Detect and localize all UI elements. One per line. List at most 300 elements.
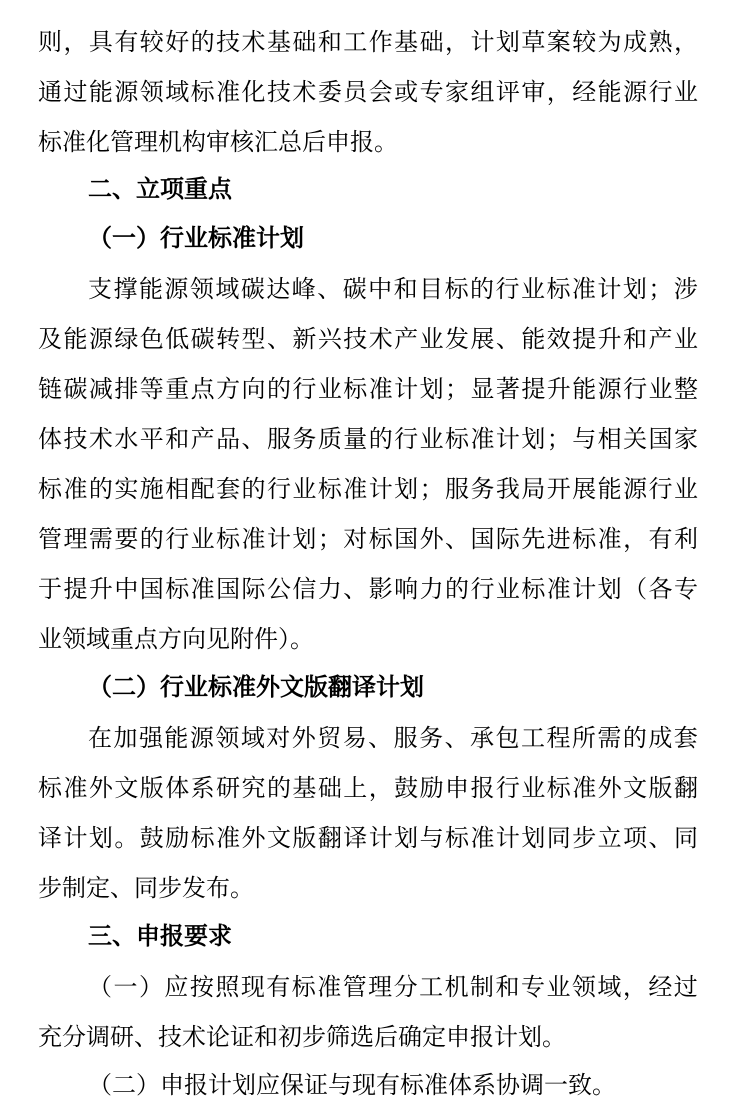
glyph: 的	[445, 575, 469, 603]
glyph: 行	[648, 475, 673, 503]
glyph: 管	[342, 973, 367, 1001]
glyph: 较	[572, 28, 597, 56]
section-heading	[88, 164, 688, 214]
glyph: 整	[673, 375, 698, 403]
glyph: 鼓	[394, 774, 419, 802]
glyph: 标	[165, 575, 190, 603]
glyph: 易	[342, 724, 367, 752]
glyph: 领	[215, 724, 240, 752]
glyph: 显	[470, 375, 495, 403]
glyph: 水	[114, 425, 139, 453]
glyph: 碳	[240, 275, 265, 303]
glyph: 工	[419, 973, 444, 1001]
glyph: 领	[189, 275, 214, 303]
glyph: 案	[546, 28, 571, 56]
paragraph-line	[38, 414, 698, 464]
glyph: 对	[266, 724, 291, 752]
glyph: 产	[648, 325, 673, 353]
glyph: 项	[623, 824, 648, 852]
glyph: 展	[572, 475, 597, 503]
glyph: 划	[622, 275, 647, 303]
glyph: 效	[546, 325, 571, 353]
glyph: 础	[292, 28, 317, 56]
paragraph-line	[38, 1012, 698, 1062]
glyph: 套	[216, 475, 241, 503]
glyph: 上	[343, 774, 368, 802]
glyph: 套	[673, 724, 698, 752]
glyph: 术	[368, 325, 393, 353]
glyph: 审	[521, 78, 546, 106]
glyph: 提	[63, 575, 88, 603]
glyph: ；	[648, 275, 673, 303]
glyph: 准	[216, 824, 241, 852]
glyph: 的	[241, 475, 266, 503]
glyph: ；	[419, 475, 444, 503]
glyph: 划	[394, 824, 419, 852]
glyph: 标	[444, 275, 469, 303]
paragraph-line	[38, 863, 698, 913]
paragraph-line	[38, 514, 698, 564]
glyph: 影	[368, 575, 393, 603]
glyph: 和	[317, 28, 342, 56]
glyph: ，	[622, 973, 647, 1001]
glyph: 基	[394, 28, 419, 56]
glyph: 作	[368, 28, 393, 56]
paragraph-line	[88, 713, 698, 763]
glyph: 提	[521, 375, 546, 403]
glyph: 工	[520, 724, 545, 752]
glyph: ）	[138, 973, 163, 1001]
section-heading	[88, 911, 688, 961]
glyph: ；	[445, 375, 469, 403]
glyph: 员	[343, 78, 368, 106]
glyph: 究	[241, 774, 266, 802]
glyph: 业	[673, 475, 698, 503]
glyph: 计	[266, 525, 291, 553]
glyph: 服	[445, 475, 469, 503]
glyph: 评	[495, 78, 520, 106]
glyph: 配	[190, 475, 215, 503]
glyph: 业	[292, 475, 317, 503]
glyph: 标	[546, 275, 571, 303]
glyph: 准	[368, 375, 393, 403]
glyph: 源	[623, 475, 648, 503]
glyph: 响	[394, 575, 419, 603]
paragraph-line	[38, 364, 698, 414]
glyph: 经	[648, 973, 673, 1001]
heading-text: （二）行业标准外文版翻译计划	[88, 672, 424, 701]
glyph: 的	[266, 375, 291, 403]
glyph: 包	[495, 724, 520, 752]
glyph: 国	[470, 525, 495, 553]
glyph: 业	[546, 973, 571, 1001]
paragraph-line	[88, 264, 698, 314]
glyph: 准	[63, 774, 88, 802]
glyph: 业	[520, 275, 545, 303]
glyph: 标	[216, 525, 241, 553]
glyph: 专	[520, 973, 545, 1001]
glyph: 质	[317, 425, 342, 453]
glyph: 品	[216, 425, 241, 453]
glyph: 标	[546, 774, 571, 802]
glyph: 计	[495, 425, 520, 453]
glyph: 需	[88, 525, 113, 553]
glyph: 务	[470, 475, 495, 503]
glyph: 译	[38, 824, 62, 852]
glyph: 的	[190, 28, 215, 56]
glyph: 与	[572, 425, 597, 453]
glyph: 有	[648, 525, 673, 553]
glyph: ；	[546, 425, 571, 453]
glyph: 划	[419, 375, 444, 403]
glyph: 技	[216, 28, 241, 56]
glyph: 好	[165, 28, 190, 56]
glyph: 发	[445, 325, 469, 353]
glyph: 行	[394, 425, 419, 453]
glyph: 等	[139, 375, 164, 403]
glyph: 业	[673, 325, 698, 353]
glyph: 准	[343, 475, 368, 503]
glyph: 标	[190, 824, 215, 852]
glyph: 行	[495, 774, 520, 802]
glyph: 准	[572, 774, 597, 802]
glyph: 色	[139, 325, 164, 353]
glyph: 碳	[190, 325, 215, 353]
glyph: 版	[139, 774, 164, 802]
glyph: 准	[317, 973, 342, 1001]
glyph: ，	[546, 78, 571, 106]
glyph: 按	[189, 973, 214, 1001]
glyph: 业	[419, 425, 444, 453]
glyph: 域	[240, 724, 265, 752]
glyph: 的	[368, 425, 393, 453]
glyph: ，	[673, 28, 698, 56]
glyph: 励	[165, 824, 190, 852]
glyph: 分	[393, 973, 418, 1001]
glyph: 外	[597, 774, 622, 802]
glyph: 同	[673, 824, 698, 852]
glyph: 我	[495, 475, 520, 503]
glyph: 机	[444, 973, 469, 1001]
glyph: 的	[470, 275, 495, 303]
glyph: ，	[445, 28, 469, 56]
glyph: 划	[88, 824, 113, 852]
glyph: 方	[216, 375, 241, 403]
glyph: 产	[394, 325, 419, 353]
glyph: 外	[88, 774, 113, 802]
glyph: 在	[88, 724, 112, 752]
glyph: 报	[470, 774, 495, 802]
glyph: 标	[190, 78, 215, 106]
glyph: 标	[445, 425, 469, 453]
glyph: 文	[114, 774, 139, 802]
glyph: 较	[139, 28, 164, 56]
glyph: 化	[241, 78, 266, 106]
glyph: 标	[38, 774, 62, 802]
glyph: 目	[419, 275, 444, 303]
glyph: 所	[571, 724, 596, 752]
glyph: 行	[623, 375, 648, 403]
glyph: 减	[88, 375, 113, 403]
glyph: 绿	[114, 325, 139, 353]
glyph: 贸	[317, 724, 342, 752]
glyph: 的	[88, 475, 113, 503]
glyph: 际	[495, 525, 520, 553]
glyph: 技	[63, 425, 88, 453]
glyph: 申	[445, 774, 469, 802]
glyph: 、	[444, 724, 469, 752]
glyph: 业	[648, 375, 673, 403]
glyph: 标	[38, 475, 62, 503]
glyph: 标	[291, 973, 316, 1001]
glyph: 程	[546, 724, 571, 752]
glyph: 、	[266, 325, 291, 353]
glyph: 和	[495, 973, 520, 1001]
glyph: 业	[190, 525, 215, 553]
glyph: 的	[139, 525, 164, 553]
glyph: 著	[495, 375, 520, 403]
glyph: 础	[317, 774, 342, 802]
glyph: 文	[623, 774, 648, 802]
glyph: 国	[394, 525, 419, 553]
paragraph-line	[38, 564, 698, 614]
glyph: 标	[343, 375, 368, 403]
glyph: 划	[597, 575, 622, 603]
glyph: 支	[88, 275, 112, 303]
glyph: 准	[241, 525, 266, 553]
glyph: 能	[597, 78, 622, 106]
glyph: 提	[572, 325, 597, 353]
glyph: 研	[216, 774, 241, 802]
paragraph-line	[38, 763, 698, 813]
glyph: 。	[114, 824, 139, 852]
glyph: 、	[495, 325, 520, 353]
paragraph-line	[38, 314, 698, 364]
paragraph-line	[38, 464, 698, 514]
glyph: 础	[419, 28, 444, 56]
glyph: 计	[470, 28, 495, 56]
glyph: 通	[38, 78, 62, 106]
glyph: 局	[521, 475, 546, 503]
heading-text: （一）行业标准计划	[88, 223, 304, 252]
glyph: 国	[216, 575, 241, 603]
glyph: 行	[648, 78, 673, 106]
glyph: 划	[394, 475, 419, 503]
glyph: 行	[470, 575, 495, 603]
glyph: 达	[266, 275, 291, 303]
glyph: 准	[546, 575, 571, 603]
glyph: 成	[648, 724, 673, 752]
subsection-heading	[88, 662, 688, 712]
glyph: 中	[114, 575, 139, 603]
glyph: 于	[38, 575, 62, 603]
glyph: 草	[521, 28, 546, 56]
glyph: 过	[673, 973, 698, 1001]
glyph: 能	[88, 78, 113, 106]
glyph: 向	[241, 375, 266, 403]
glyph: 准	[597, 525, 622, 553]
glyph: 国	[139, 575, 164, 603]
glyph: 行	[165, 525, 190, 553]
glyph: 源	[623, 78, 648, 106]
glyph: 计	[368, 475, 393, 503]
glyph: 展	[470, 325, 495, 353]
glyph: 的	[622, 724, 647, 752]
glyph: 排	[114, 375, 139, 403]
glyph: 版	[292, 824, 317, 852]
glyph: 力	[419, 575, 444, 603]
glyph: ，	[368, 774, 393, 802]
glyph: 外	[419, 525, 444, 553]
glyph: 经	[572, 78, 597, 106]
glyph: 低	[165, 325, 190, 353]
glyph: 新	[292, 325, 317, 353]
glyph: 工	[343, 28, 368, 56]
glyph: 具	[88, 28, 113, 56]
glyph: 要	[114, 525, 139, 553]
glyph: 术	[88, 425, 113, 453]
paragraph-line	[38, 67, 698, 117]
glyph: 一	[113, 973, 138, 1001]
glyph: 领	[139, 78, 164, 106]
glyph: 组	[470, 78, 495, 106]
glyph: 兴	[317, 325, 342, 353]
glyph: 服	[393, 724, 418, 752]
glyph: 则	[38, 28, 62, 56]
glyph: 有	[114, 28, 139, 56]
glyph: 计	[495, 824, 520, 852]
glyph: 源	[164, 275, 189, 303]
paragraph-line	[38, 614, 698, 664]
glyph: 行	[495, 275, 520, 303]
glyph: 能	[138, 275, 163, 303]
glyph: 平	[139, 425, 164, 453]
glyph: ，	[623, 525, 648, 553]
glyph: 划	[292, 525, 317, 553]
glyph: 、	[343, 575, 368, 603]
glyph: 准	[63, 475, 88, 503]
line-text: 步制定、同步发布。	[38, 874, 254, 902]
glyph: 管	[38, 525, 62, 553]
glyph: 专	[419, 78, 444, 106]
glyph: 服	[266, 425, 291, 453]
paragraph-line	[38, 117, 698, 167]
glyph: 撑	[113, 275, 138, 303]
glyph: 翻	[317, 824, 342, 852]
glyph: 同	[546, 824, 571, 852]
glyph: 术	[292, 78, 317, 106]
glyph: 和	[623, 325, 648, 353]
glyph: 翻	[673, 774, 698, 802]
glyph: 和	[393, 275, 418, 303]
glyph: 利	[673, 525, 698, 553]
glyph: 业	[521, 774, 546, 802]
glyph: 准	[470, 824, 495, 852]
glyph: 源	[597, 375, 622, 403]
glyph: 标	[445, 824, 469, 852]
glyph: 过	[63, 78, 88, 106]
heading-text: 三、申报要求	[88, 921, 232, 950]
glyph: 升	[597, 325, 622, 353]
glyph: 需	[597, 724, 622, 752]
glyph: 量	[343, 425, 368, 453]
glyph: 体	[165, 774, 190, 802]
glyph: 承	[470, 724, 495, 752]
glyph: （	[88, 973, 112, 1001]
glyph: 家	[445, 78, 469, 106]
glyph: 及	[38, 325, 62, 353]
glyph: 领	[571, 973, 596, 1001]
glyph: 峰	[291, 275, 316, 303]
subsection-heading	[88, 213, 688, 263]
glyph: 业	[673, 78, 698, 106]
glyph: 进	[546, 525, 571, 553]
glyph: 应	[164, 973, 189, 1001]
glyph: 施	[139, 475, 164, 503]
glyph: 业	[495, 575, 520, 603]
glyph: 国	[648, 425, 673, 453]
glyph: 域	[165, 78, 190, 106]
glyph: 鼓	[139, 824, 164, 852]
glyph: 实	[114, 475, 139, 503]
glyph: 力	[317, 575, 342, 603]
glyph: 能	[572, 375, 597, 403]
glyph: 术	[241, 28, 266, 56]
glyph: 理	[368, 973, 393, 1001]
glyph: 碳	[342, 275, 367, 303]
glyph: 加	[113, 724, 138, 752]
paragraph-line	[38, 17, 698, 67]
glyph: 标	[368, 525, 393, 553]
glyph: 关	[623, 425, 648, 453]
glyph: 业	[317, 375, 342, 403]
glyph: 家	[673, 425, 698, 453]
glyph: 版	[648, 774, 673, 802]
glyph: 外	[241, 824, 266, 852]
glyph: 源	[114, 78, 139, 106]
glyph: 信	[292, 575, 317, 603]
glyph: 产	[190, 425, 215, 453]
glyph: 系	[190, 774, 215, 802]
glyph: 务	[292, 425, 317, 453]
glyph: 标	[572, 525, 597, 553]
glyph: 、	[317, 275, 342, 303]
glyph: 相	[597, 425, 622, 453]
glyph: 为	[597, 28, 622, 56]
glyph: 重	[165, 375, 190, 403]
glyph: 业	[419, 325, 444, 353]
glyph: 制	[470, 973, 495, 1001]
glyph: 照	[215, 973, 240, 1001]
glyph: 域	[597, 973, 622, 1001]
glyph: 碳	[63, 375, 88, 403]
glyph: 划	[521, 824, 546, 852]
glyph: 计	[394, 375, 419, 403]
glyph: 计	[597, 275, 622, 303]
glyph: 际	[241, 575, 266, 603]
glyph: 励	[419, 774, 444, 802]
glyph: 型	[241, 325, 266, 353]
glyph: 能	[597, 475, 622, 503]
glyph: 计	[368, 824, 393, 852]
glyph: 文	[266, 824, 291, 852]
glyph: 技	[266, 78, 291, 106]
glyph: 能	[521, 325, 546, 353]
glyph: 标	[521, 575, 546, 603]
glyph: 划	[495, 28, 520, 56]
glyph: 专	[673, 575, 698, 603]
glyph: 熟	[648, 28, 673, 56]
